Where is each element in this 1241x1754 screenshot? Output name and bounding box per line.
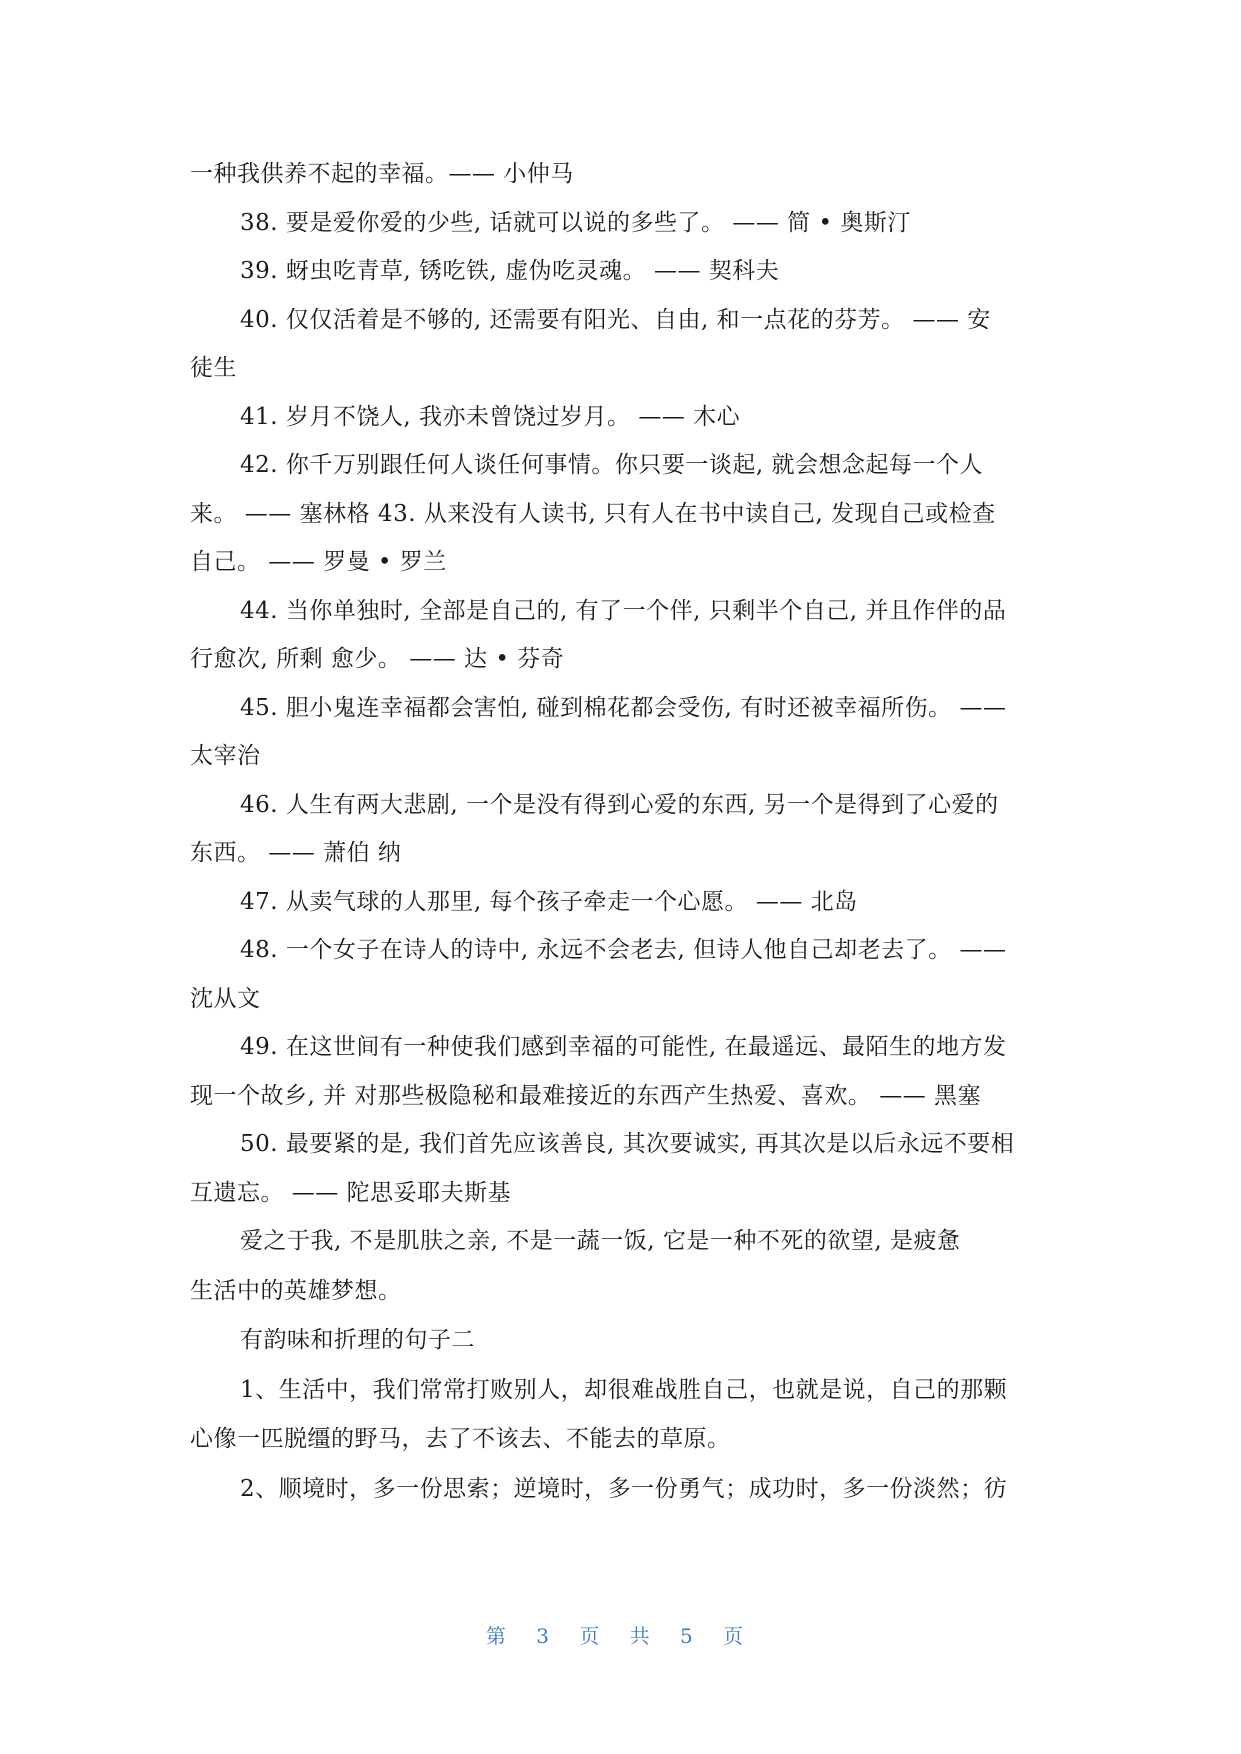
text-line: 行愈次, 所剩 愈少。 —— 达 • 芬奇 xyxy=(190,646,565,672)
text-line: 自己。 —— 罗曼 • 罗兰 xyxy=(190,549,447,575)
text-line: 一种我供养不起的幸福。—— 小仲马 xyxy=(190,161,574,187)
text-line: 45. 胆小鬼连幸福都会害怕, 碰到棉花都会受伤, 有时还被幸福所伤。 —— xyxy=(240,694,1007,721)
text-line: 42. 你千万别跟任何人谈任何事情。你只要一谈起, 就会想念起每一个人 xyxy=(240,452,984,478)
text-line: 40. 仅仅活着是不够的, 还需要有阳光、自由, 和一点花的芬芳。 —— 安 xyxy=(240,306,991,333)
document-body xyxy=(190,150,1058,1514)
text-line: 现一个故乡, 并 对那些极隐秘和最难接近的东西产生热爱、喜欢。 —— 黑塞 xyxy=(190,1082,982,1109)
text-line: 47. 从卖气球的人那里, 每个孩子牵走一个心愿。 —— 北岛 xyxy=(240,888,858,915)
text-line: 互遗忘。 —— 陀思妥耶夫斯基 xyxy=(190,1179,512,1206)
text-line: 爱之于我, 不是肌肤之亲, 不是一蔬一饭, 它是一种不死的欲望, 是疲惫 xyxy=(240,1228,961,1254)
text-line: 48. 一个女子在诗人的诗中, 永远不会老去, 但诗人他自己却老去了。 —— xyxy=(240,937,1007,963)
text-line: 太宰治 xyxy=(190,743,261,769)
text-line: 38. 要是爱你爱的少些, 话就可以说的多些了。 —— 简 • 奥斯汀 xyxy=(240,209,911,236)
text-line: 2、顺境时，多一份思索；逆境时，多一份勇气；成功时，多一份淡然；彷 xyxy=(240,1475,1008,1502)
text-line: 沈从文 xyxy=(190,985,261,1012)
page-number-footer: 第 3 页 共 5 页 xyxy=(485,1624,756,1648)
text-line: 41. 岁月不饶人, 我亦未曾饶过岁月。 —— 木心 xyxy=(240,403,741,430)
text-line: 来。 —— 塞林格 43. 从来没有人读书, 只有人在书中读自己, 发现自己或检查 xyxy=(190,500,996,527)
text-line: 1、生活中，我们常常打败别人，却很难战胜自己，也就是说，自己的那颗 xyxy=(240,1376,1008,1403)
text-line: 46. 人生有两大悲剧, 一个是没有得到心爱的东西, 另一个是得到了心爱的 xyxy=(240,791,999,818)
section-heading: 有韵味和折理的句子二 xyxy=(240,1327,475,1353)
text-line: 生活中的英雄梦想。 xyxy=(190,1277,402,1304)
text-line: 50. 最要紧的是, 我们首先应该善良, 其次要诚实, 再其次是以后永远不要相 xyxy=(240,1131,1015,1157)
text-line: 东西。 —— 萧伯 纳 xyxy=(190,840,402,866)
text-line: 44. 当你单独时, 全部是自己的, 有了一个伴, 只剩半个自己, 并且作伴的品 xyxy=(240,597,1007,624)
text-line: 39. 蚜虫吃青草, 锈吃铁, 虚伪吃灵魂。 —— 契科夫 xyxy=(240,258,780,284)
text-line: 徒生 xyxy=(190,355,237,381)
text-line: 心像一匹脱缰的野马，去了不该去、不能去的草原。 xyxy=(190,1426,731,1452)
text-line: 49. 在这世间有一种使我们感到幸福的可能性, 在最遥远、最陌生的地方发 xyxy=(240,1034,1007,1060)
